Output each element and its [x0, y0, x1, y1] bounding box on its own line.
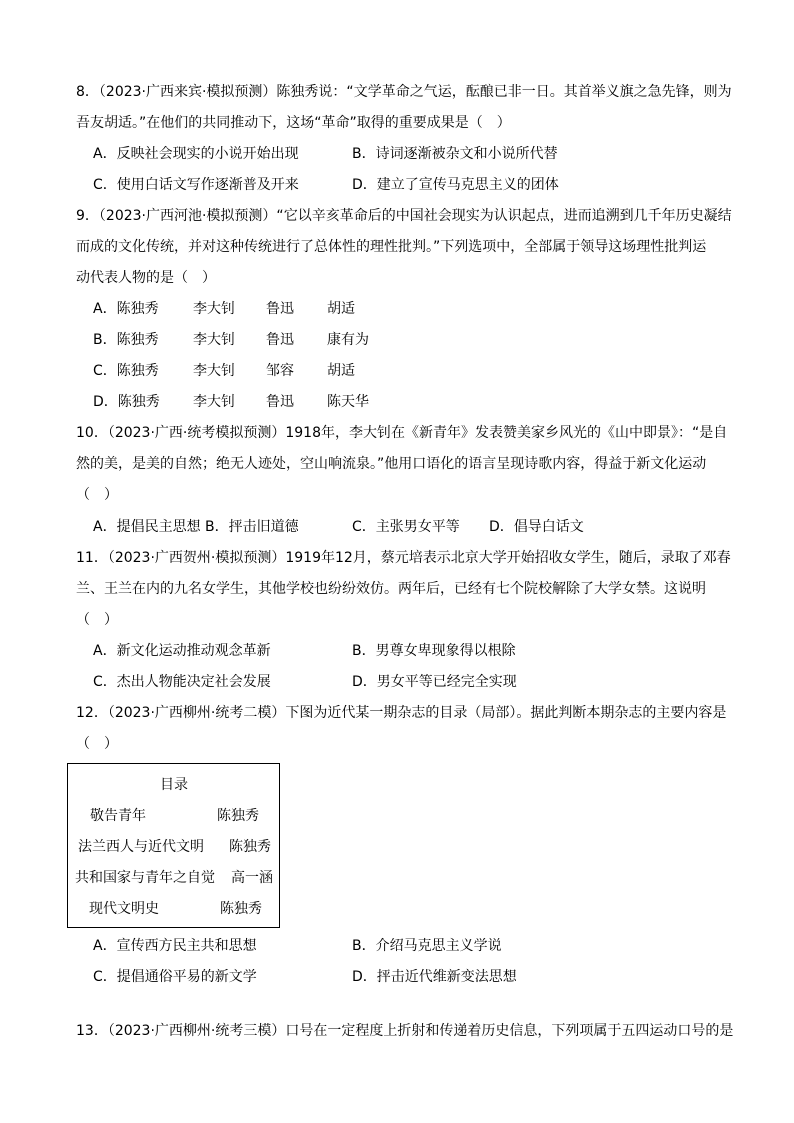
- option-name: A．陈独秀: [93, 301, 159, 317]
- question-10-option-d: D．倡导白话文: [489, 519, 584, 535]
- question-11-line-3: （ ）: [76, 612, 118, 628]
- question-10-option-ab: A．提倡民主思想 B．抨击旧道德: [93, 519, 299, 535]
- question-12-option-c: C．提倡通俗平易的新文学: [93, 969, 257, 985]
- toc-article: 法兰西人与近代文明: [78, 839, 204, 855]
- toc-title: 目录: [160, 777, 188, 793]
- option-name: 邹容: [266, 363, 294, 379]
- toc-article: 现代文明史: [89, 901, 159, 917]
- option-name: C．陈独秀: [93, 363, 159, 379]
- question-12-option-d: D．抨击近代维新变法思想: [352, 969, 517, 985]
- question-11-line-1: 11．（2023·广西贺州·模拟预测）1919年12月，蔡元培表示北京大学开始招收女学生，随后，录取了邓春: [76, 550, 731, 566]
- question-11-option-d: D．男女平等已经完全实现: [352, 674, 517, 690]
- option-name: 鲁迅: [266, 301, 294, 317]
- option-name: D．陈独秀: [93, 394, 160, 410]
- option-name: 胡适: [327, 301, 355, 317]
- question-11-line-2: 兰、王兰在内的九名女学生，其他学校也纷纷效仿。两年后，已经有七个院校解除了大学女禁。这说明: [76, 581, 706, 597]
- option-name: 陈天华: [327, 394, 369, 410]
- question-9-option-c: [93, 361, 355, 381]
- question-11-option-b: B．男尊女卑现象得以根除: [352, 643, 516, 659]
- option-name: 李大钊: [193, 332, 235, 348]
- question-10-line-3: （ ）: [76, 487, 118, 503]
- toc-article: 共和国家与青年之自觉: [75, 870, 215, 886]
- toc-author: 陈独秀: [217, 808, 259, 824]
- question-12-option-b: B．介绍马克思主义学说: [352, 938, 502, 954]
- toc-article: 敬告青年: [90, 808, 146, 824]
- question-10-line-2: 然的美，是美的自然；绝无人迹处，空山响流泉。”他用口语化的语言呈现诗歌内容，得益于新文化运动: [76, 456, 707, 472]
- magazine-table-of-contents: [67, 763, 280, 928]
- question-8-line-2: 吾友胡适。”在他们的共同推动下，这场“革命”取得的重要成果是（ ）: [76, 115, 511, 131]
- option-name: 李大钊: [193, 363, 235, 379]
- option-name: 胡适: [327, 363, 355, 379]
- question-9-line-2: 而成的文化传统，并对这种传统进行了总体性的理性批判。”下列选项中，全部属于领导这场理性批判运: [76, 239, 707, 255]
- option-name: 李大钊: [193, 394, 235, 410]
- question-13-line-1: 13．（2023·广西柳州·统考三模）口号在一定程度上折射和传递着历史信息，下列项属于五四运动口号的是: [76, 1023, 734, 1039]
- question-11-option-c: C．杰出人物能决定社会发展: [93, 674, 271, 690]
- toc-author: 陈独秀: [229, 839, 271, 855]
- question-9-option-a: [93, 299, 355, 319]
- question-8-option-a: A．反映社会现实的小说开始出现: [93, 146, 299, 162]
- question-8-option-c: C．使用白话文写作逐渐普及开来: [93, 177, 299, 193]
- question-9-line-3: 动代表人物的是（ ）: [76, 270, 216, 286]
- question-8-option-b: B．诗词逐渐被杂文和小说所代替: [352, 146, 558, 162]
- question-8-line-1: 8．（2023·广西来宾·模拟预测）陈独秀说：“文学革命之气运，酝酿已非一日。其首举义旗之急先锋，则为: [76, 84, 732, 100]
- question-9-line-1: 9．（2023·广西河池·模拟预测）“它以辛亥革命后的中国社会现实为认识起点，进而追溯到几千年历史凝结: [76, 208, 732, 224]
- question-12-line-2: （ ）: [76, 736, 118, 752]
- question-10-option-c: C．主张男女平等: [352, 519, 460, 535]
- question-10-line-1: 10．（2023·广西·统考模拟预测）1918年，李大钊在《新青年》发表赞美家乡风光的《山中即景》：“是自: [76, 425, 728, 441]
- option-name: B．陈独秀: [93, 332, 159, 348]
- question-9-option-d: [93, 392, 369, 412]
- question-11-option-a: A．新文化运动推动观念革新: [93, 643, 271, 659]
- question-12-option-a: A．宣传西方民主共和思想: [93, 938, 257, 954]
- option-name: 康有为: [327, 332, 369, 348]
- toc-author: 陈独秀: [220, 901, 262, 917]
- question-8-option-d: D．建立了宣传马克思主义的团体: [352, 177, 559, 193]
- option-name: 鲁迅: [266, 394, 294, 410]
- option-name: 李大钊: [193, 301, 235, 317]
- option-name: 鲁迅: [266, 332, 294, 348]
- question-12-line-1: 12．（2023·广西柳州·统考二模）下图为近代某一期杂志的目录（局部）。据此判断本期杂志的主要内容是: [76, 705, 727, 721]
- question-9-option-b: [93, 330, 369, 350]
- toc-author: 高一涵: [231, 870, 273, 886]
